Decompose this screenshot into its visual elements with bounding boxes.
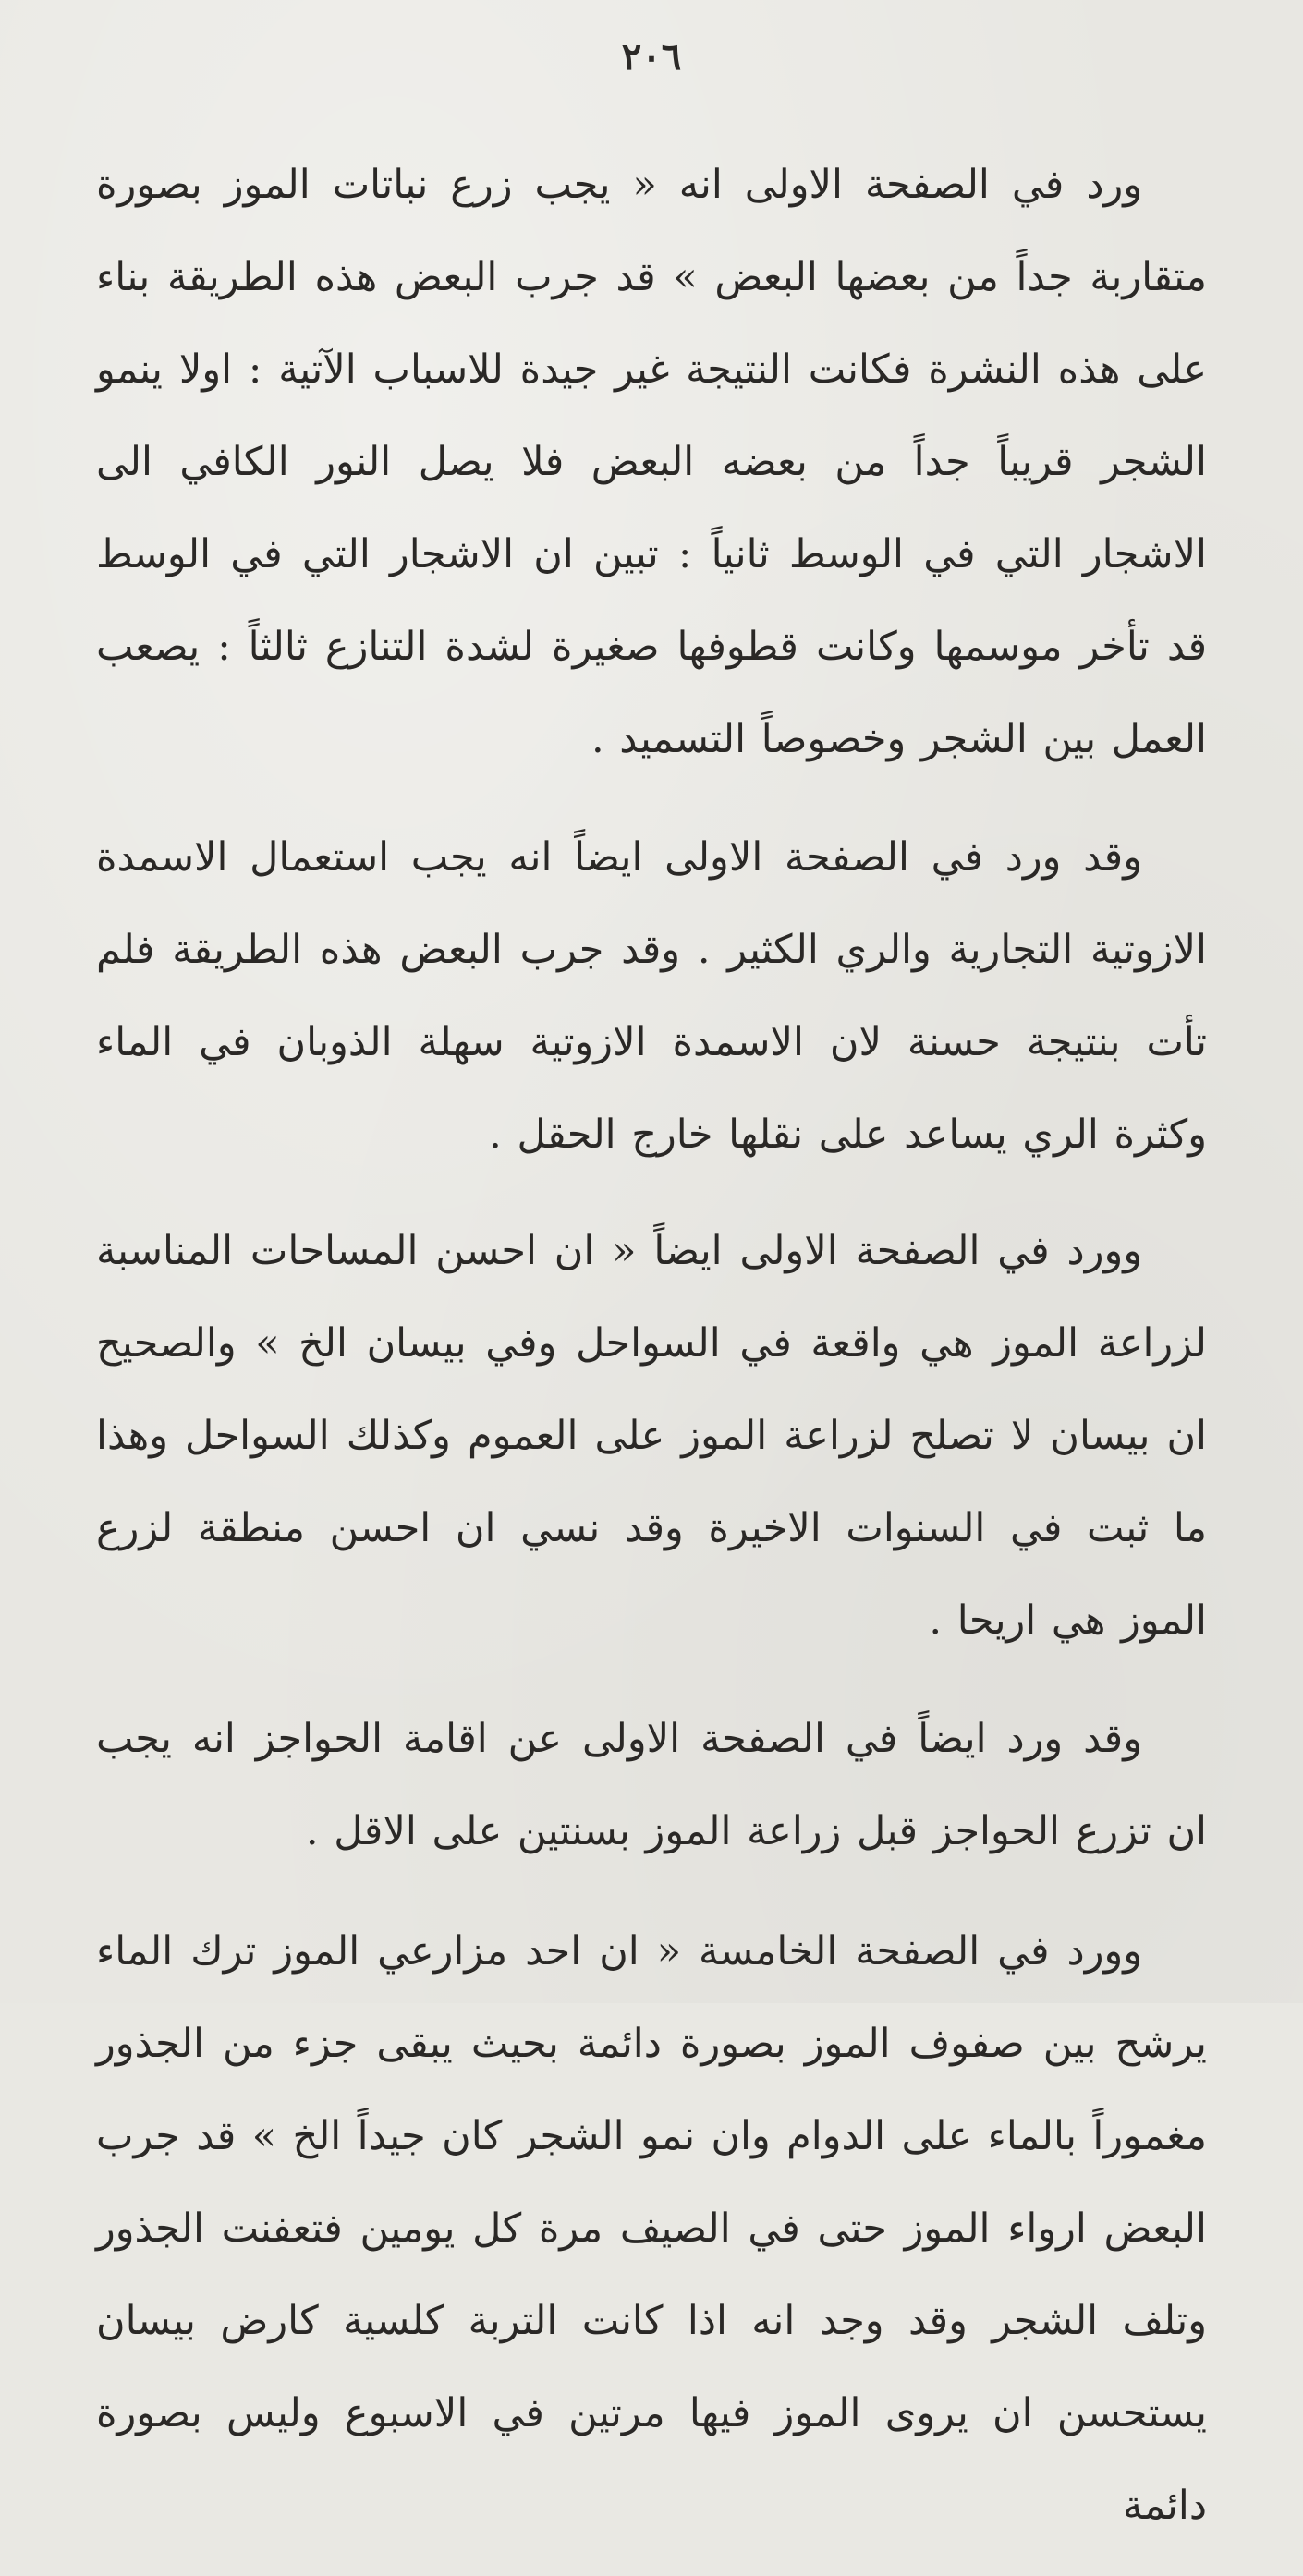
paragraph-windbreaks [96,1693,1207,1877]
paragraph-dense-planting [96,139,1207,785]
paragraph-text: وقد ورد ايضاً في الصفحة الاولى عن اقامة الحواجز انه يجب ان تزرع الحواجز قبل زراعة الموز بسنتين على الاقل . [96,1716,1207,1854]
page-number: ٢٠٦ [621,35,682,79]
paragraph-text: وورد في الصفحة الاولى ايضاً « ان احسن المساحات المناسبة لزراعة الموز هي واقعة في السواحل وفي بيسان الخ » والصحيح ان بيسان لا تصلح لزراعة الموز على العموم وكذلك السواحل وهذا ما ثبت في السنوات الاخيرة وقد نسي ان احسن منطقة لزرع الموز هي اريحا . [96,1228,1207,1644]
paragraph-text: وقد ورد في الصفحة الاولى ايضاً انه يجب استعمال الاسمدة الازوتية التجارية والري الكثير . وقد جرب البعض هذه الطريقة فلم تأت بنتيجة حسنة لان الاسمدة الازوتية سهلة الذوبان في الماء وكثرة الري يساعد على نقلها خارج الحقل . [96,834,1207,1158]
paragraph-irrigation [96,1905,1207,2552]
paragraph-text: ورد في الصفحة الاولى انه « يجب زرع نباتات الموز بصورة متقاربة جداً من بعضها البعض » قد جرب البعض هذه الطريقة بناء على هذه النشرة فكانت النتيجة غير جيدة للاسباب الآتية : اولا ينمو الشجر قريباً جداً من بعضه البعض فلا يصل النور الكافي الى الاشجار التي في الوسط ثانياً : تبين ان الاشجار التي في الوسط قد تأخر موسمها وكانت قطوفها صغيرة لشدة التنازع ثالثاً : يصعب العمل بين الشجر وخصوصاً التسميد . [96,162,1207,762]
paragraph-nitrogen-fertilizer [96,811,1207,1181]
body-text [96,139,1207,2576]
paragraph-best-areas [96,1205,1207,1667]
paragraph-text: وورد في الصفحة الخامسة « ان احد مزارعي الموز ترك الماء يرشح بين صفوف الموز بصورة دائمة بحيث يبقى جزء من الجذور مغموراً بالماء على الدوام وان نمو الشجر كان جيداً الخ » قد جرب البعض ارواء الموز حتى في الصيف مرة كل يومين فتعفنت الجذور وتلف الشجر وقد وجد انه اذا كانت التربة كلسية كارض بيسان يستحسن ان يروى الموز فيها مرتين في الاسبوع وليس بصورة دائمة [96,1928,1207,2529]
